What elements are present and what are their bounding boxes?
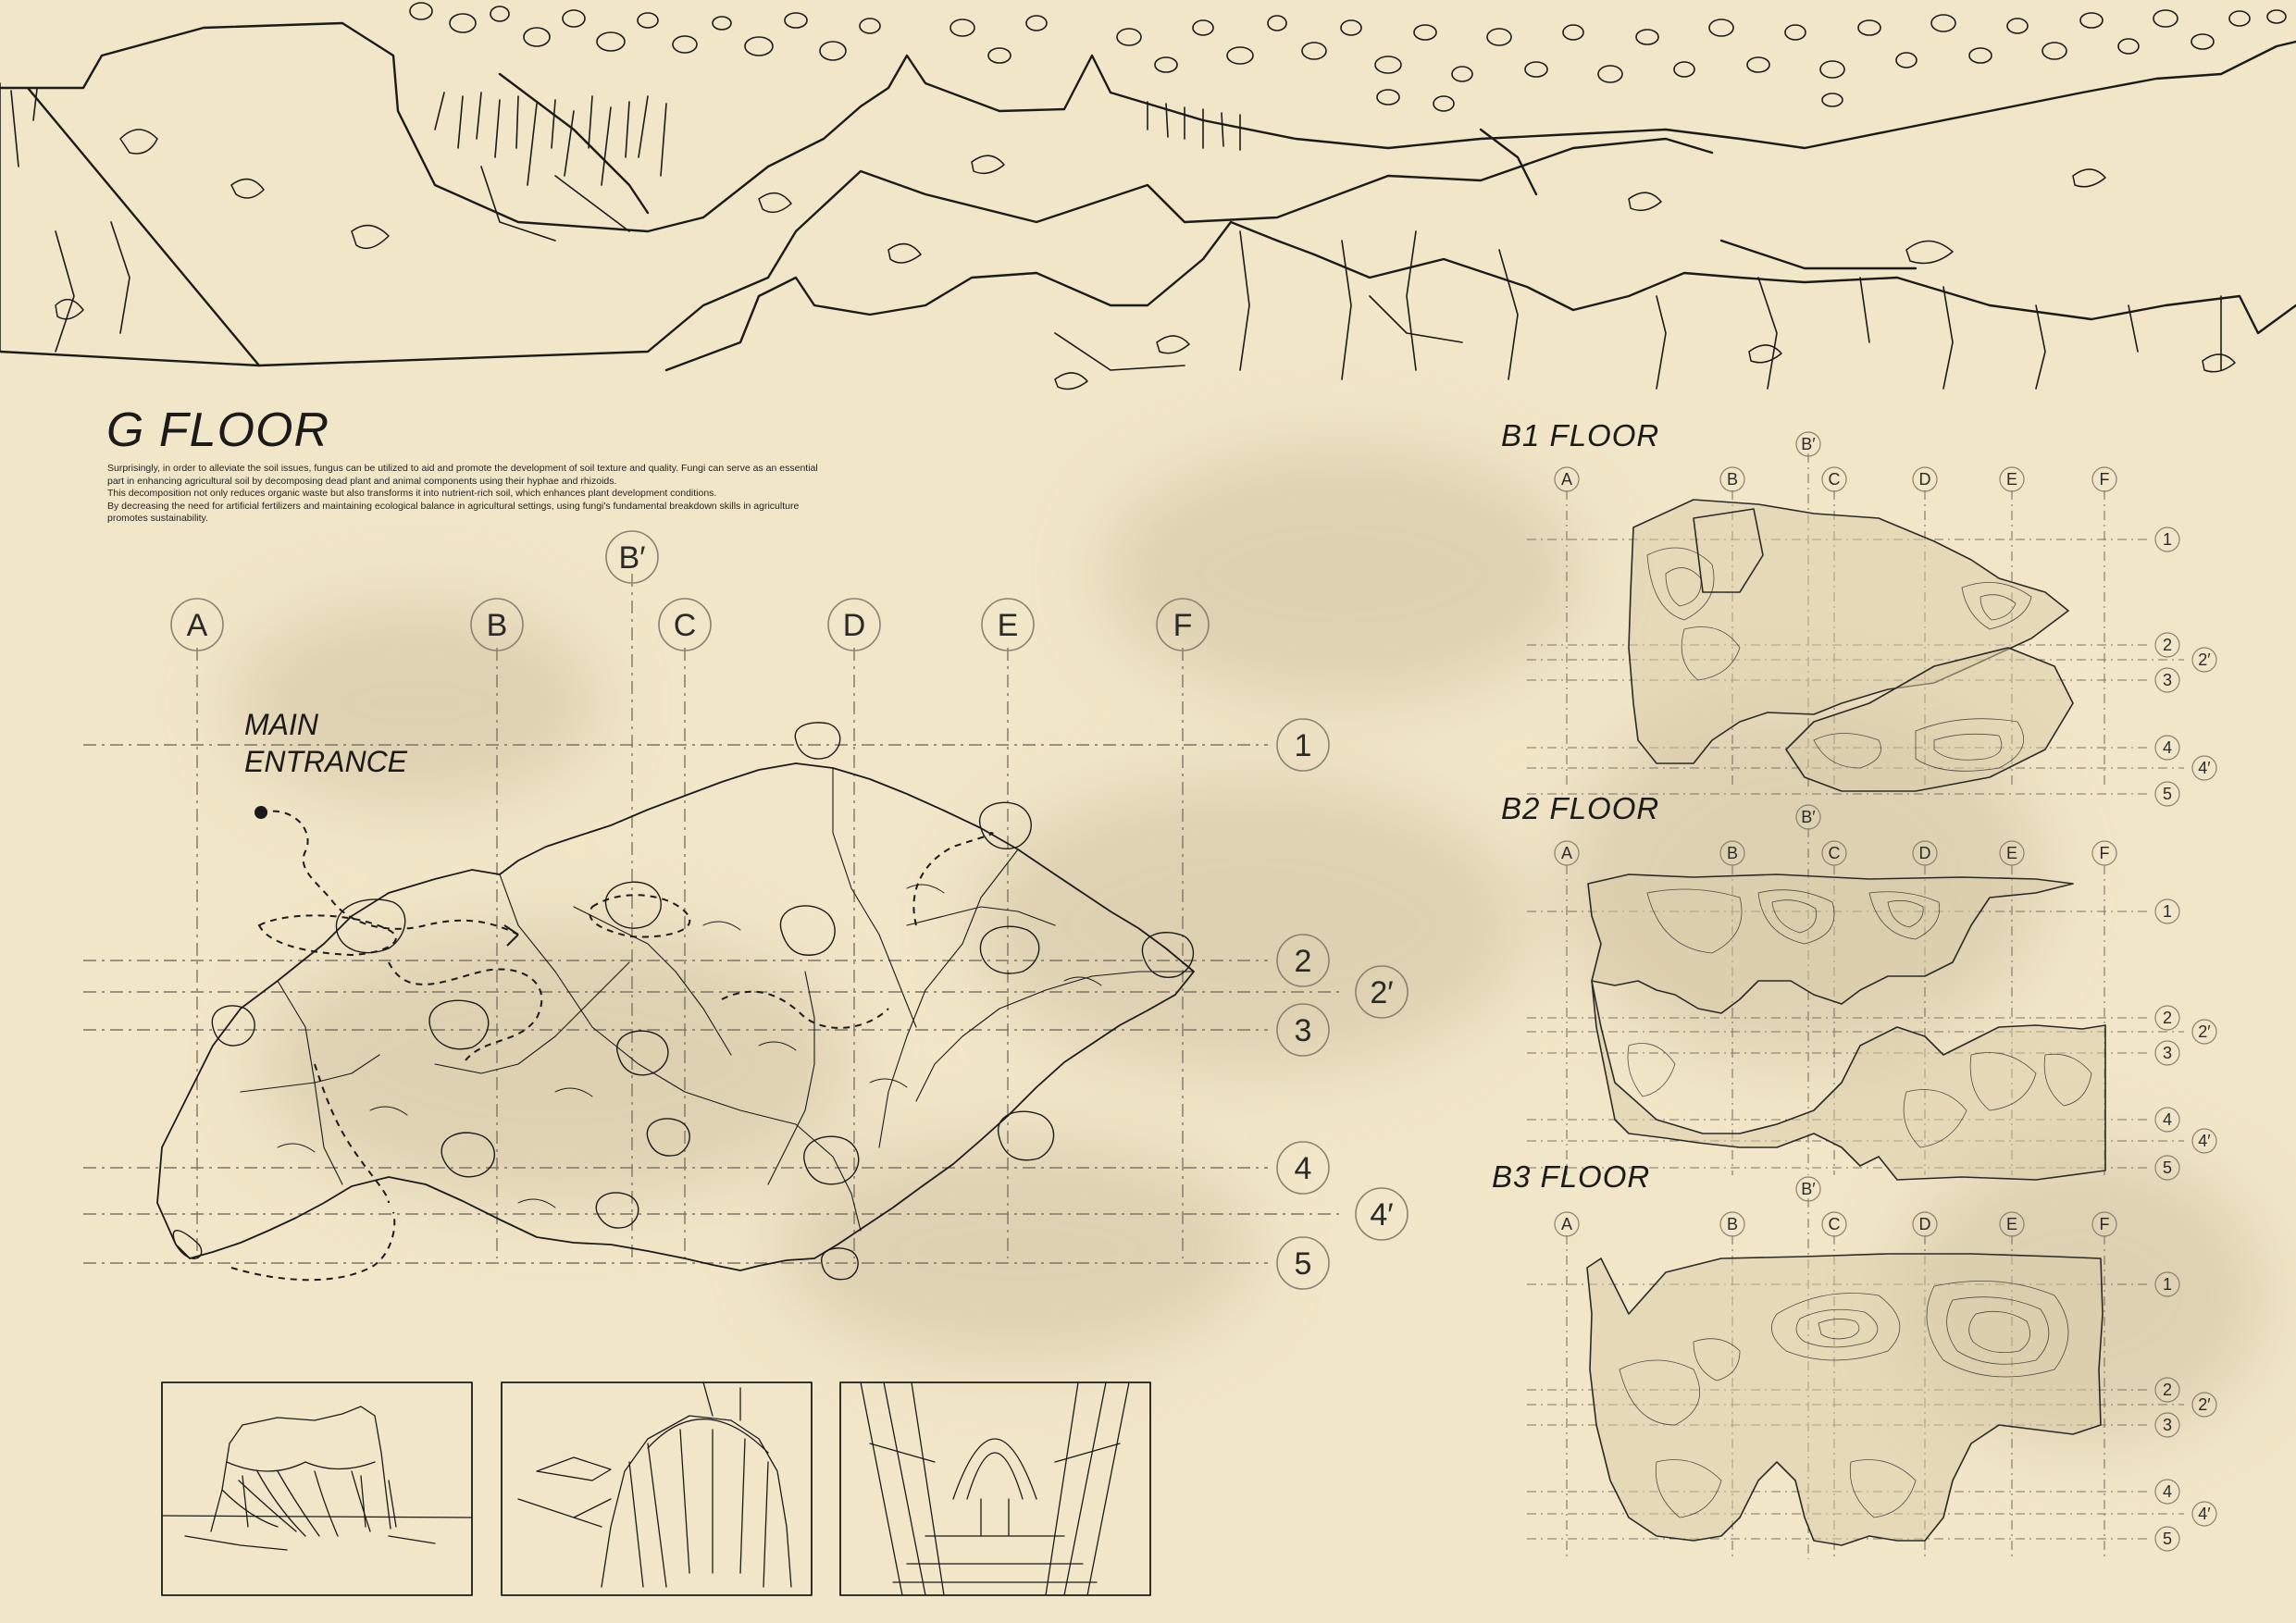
svg-text:1: 1 bbox=[1294, 728, 1312, 763]
svg-text:D: D bbox=[1918, 844, 1931, 862]
svg-text:F: F bbox=[2099, 470, 2110, 489]
svg-text:D: D bbox=[1918, 1215, 1931, 1233]
main-entrance-label bbox=[244, 706, 407, 780]
description-line: This decomposition not only reduces organic waste but also transforms it into nutrient-rich soil, which enhances plant development conditions. bbox=[107, 488, 717, 500]
svg-text:4′: 4′ bbox=[2198, 1505, 2211, 1523]
svg-text:B: B bbox=[1726, 844, 1739, 862]
svg-text:3: 3 bbox=[1294, 1013, 1312, 1048]
svg-text:2′: 2′ bbox=[2198, 1395, 2211, 1414]
svg-text:B′: B′ bbox=[1801, 808, 1816, 826]
svg-text:3: 3 bbox=[2162, 1416, 2173, 1434]
svg-text:D: D bbox=[842, 608, 866, 643]
svg-text:F: F bbox=[1173, 608, 1193, 643]
description-line: By decreasing the need for artificial fertilizers and maintaining ecological balance in agricultural settings, using fungi's fundamental breakdown skills in agriculture bbox=[107, 500, 800, 512]
entrance-label-line-1: MAIN bbox=[244, 708, 318, 741]
svg-text:4: 4 bbox=[2162, 738, 2173, 757]
ground-floor-description bbox=[107, 463, 940, 526]
svg-text:A: A bbox=[1560, 1215, 1573, 1233]
svg-text:F: F bbox=[2099, 1215, 2110, 1233]
svg-text:2: 2 bbox=[2162, 636, 2173, 654]
svg-text:B′: B′ bbox=[1801, 1180, 1816, 1198]
svg-text:2′: 2′ bbox=[1370, 975, 1394, 1010]
svg-text:B: B bbox=[486, 608, 508, 643]
svg-text:C: C bbox=[1828, 844, 1841, 862]
entrance-label-line-2: ENTRANCE bbox=[244, 745, 408, 778]
svg-text:2′: 2′ bbox=[2198, 650, 2211, 669]
svg-text:4: 4 bbox=[2162, 1110, 2173, 1129]
svg-text:5: 5 bbox=[2162, 1158, 2173, 1177]
svg-text:1: 1 bbox=[2162, 1275, 2173, 1294]
b2-floor-title: B2 FLOOR bbox=[1501, 791, 1660, 825]
svg-text:4: 4 bbox=[1294, 1151, 1312, 1186]
svg-text:B: B bbox=[1726, 470, 1739, 489]
svg-text:E: E bbox=[2005, 1215, 2018, 1233]
description-line: part in enhancing agricultural soil by decomposing dead plant and animal components using their hyphae and rhizoids. bbox=[107, 475, 617, 487]
svg-text:B: B bbox=[1726, 1215, 1739, 1233]
svg-text:5: 5 bbox=[2162, 785, 2173, 803]
svg-text:3: 3 bbox=[2162, 671, 2173, 689]
svg-text:4′: 4′ bbox=[1370, 1197, 1394, 1233]
svg-text:C: C bbox=[1828, 470, 1841, 489]
svg-text:E: E bbox=[2005, 844, 2018, 862]
svg-text:2: 2 bbox=[1294, 944, 1312, 979]
svg-text:4: 4 bbox=[2162, 1482, 2173, 1501]
svg-text:5: 5 bbox=[1294, 1246, 1312, 1282]
svg-text:B′: B′ bbox=[618, 540, 646, 576]
svg-text:A: A bbox=[1560, 844, 1573, 862]
svg-text:E: E bbox=[2005, 470, 2018, 489]
svg-text:4′: 4′ bbox=[2198, 1132, 2211, 1150]
svg-text:C: C bbox=[1828, 1215, 1841, 1233]
svg-text:2: 2 bbox=[2162, 1009, 2173, 1027]
svg-text:4′: 4′ bbox=[2198, 759, 2211, 777]
svg-text:3: 3 bbox=[2162, 1044, 2173, 1062]
description-line: Surprisingly, in order to alleviate the soil issues, fungus can be utilized to aid and promote the development of soil texture and quality. Fungi can serve as an essential bbox=[107, 463, 818, 474]
svg-text:D: D bbox=[1918, 470, 1931, 489]
svg-text:C: C bbox=[673, 608, 697, 643]
svg-text:2: 2 bbox=[2162, 1381, 2173, 1399]
svg-text:A: A bbox=[1560, 470, 1573, 489]
svg-text:2′: 2′ bbox=[2198, 1022, 2211, 1041]
svg-text:5: 5 bbox=[2162, 1530, 2173, 1548]
description-line: promotes sustainability. bbox=[107, 513, 208, 525]
svg-text:B′: B′ bbox=[1801, 435, 1816, 453]
svg-text:1: 1 bbox=[2162, 530, 2173, 549]
b1-floor-title: B1 FLOOR bbox=[1501, 418, 1660, 452]
svg-text:F: F bbox=[2099, 844, 2110, 862]
svg-text:A: A bbox=[186, 608, 208, 643]
ground-floor-title: G FLOOR bbox=[106, 403, 330, 457]
b3-floor-title: B3 FLOOR bbox=[1492, 1159, 1651, 1194]
svg-text:E: E bbox=[997, 608, 1019, 643]
svg-text:1: 1 bbox=[2162, 902, 2173, 921]
